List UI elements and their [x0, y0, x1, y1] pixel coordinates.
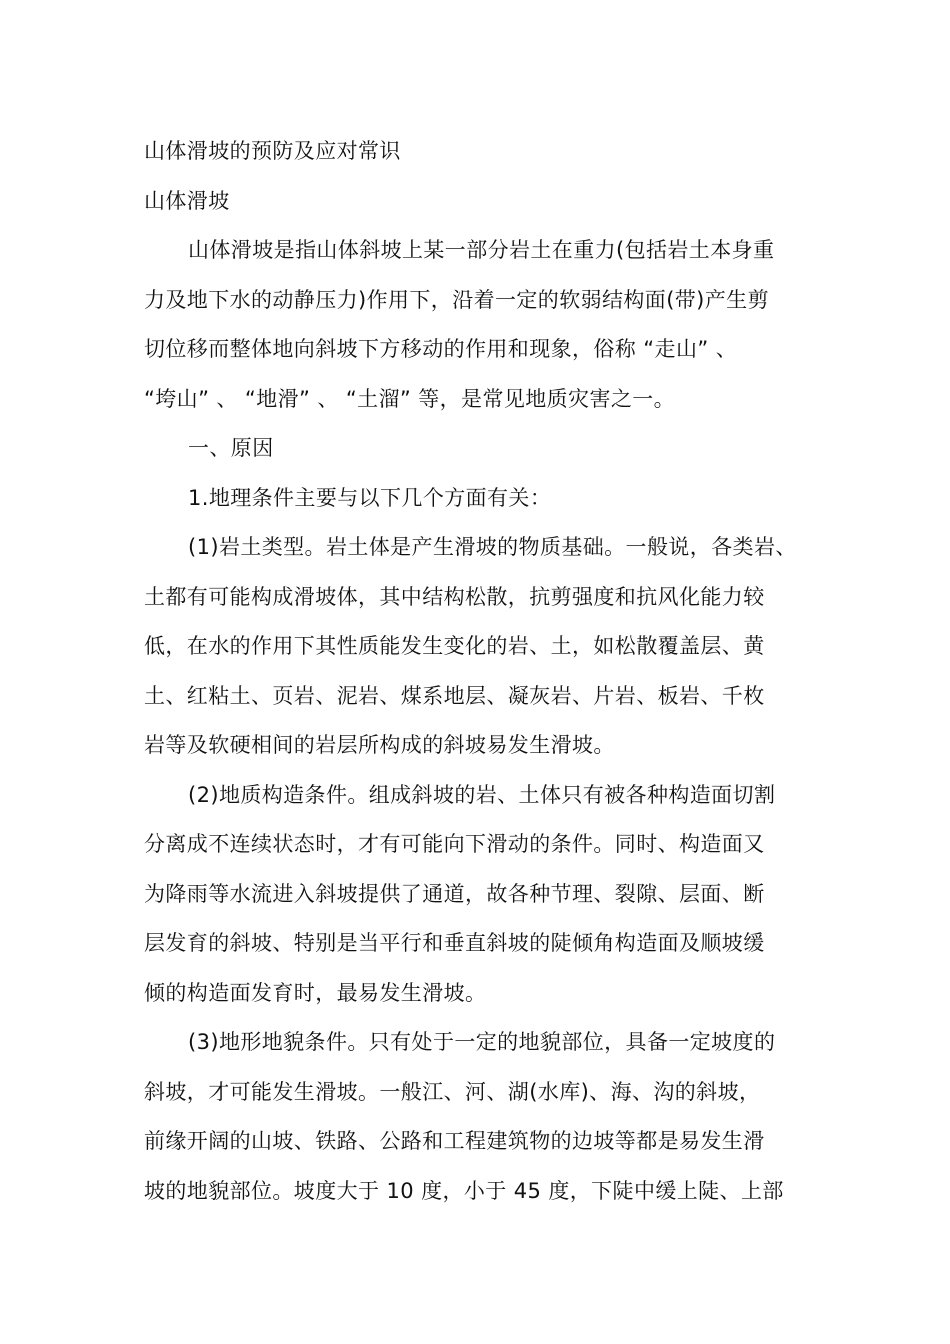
paragraph-line: 前缘开阔的山坡、铁路、公路和工程建筑物的边坡等都是易发生滑 — [144, 1129, 765, 1153]
document-body — [144, 127, 810, 1216]
paragraph-line: 土都有可能构成滑坡体，其中结构松散，抗剪强度和抗风化能力较 — [144, 584, 765, 609]
paragraph-line: 切位移而整体地向斜坡下方移动的作用和现象，俗称 “走山” 、 — [144, 337, 738, 361]
subsection-heading: 1.地理条件主要与以下几个方面有关： — [188, 485, 552, 510]
paragraph-line: (3)地形地貌条件。只有处于一定的地貌部位，具备一定坡度的 — [188, 1030, 776, 1054]
paragraph-line: (1)岩土类型。岩土体是产生滑坡的物质基础。一般说，各类岩、 — [188, 535, 797, 559]
document-subtitle: 山体滑坡 — [144, 188, 230, 213]
paragraph-line: 力及地下水的动静压力)作用下，沿着一定的软弱结构面(带)产生剪 — [144, 287, 769, 312]
paragraph-terrain — [144, 1018, 810, 1216]
section-heading: 一、原因 — [188, 436, 274, 460]
paragraph-geo-structure — [144, 771, 810, 1019]
paragraph-line: (2)地质构造条件。组成斜坡的岩、土体只有被各种构造面切割 — [188, 782, 776, 807]
paragraph-line: 低，在水的作用下其性质能发生变化的岩、土，如松散覆盖层、黄 — [144, 634, 765, 658]
paragraph-line: “垮山” 、 “地滑” 、 “土溜” 等，是常见地质灾害之一。 — [144, 386, 676, 411]
paragraph-line: 土、红粘土、页岩、泥岩、煤系地层、凝灰岩、片岩、板岩、千枚 — [144, 683, 765, 708]
paragraph-line: 为降雨等水流进入斜坡提供了通道，故各种节理、裂隙、层面、断 — [144, 881, 765, 906]
paragraph-intro — [144, 226, 810, 424]
document-title: 山体滑坡的预防及应对常识 — [144, 139, 401, 163]
paragraph-line: 分离成不连续状态时，才有可能向下滑动的条件。同时、构造面又 — [144, 832, 765, 856]
paragraph-line: 坡的地貌部位。坡度大于 10 度，小于 45 度，下陡中缓上陡、上部 — [144, 1178, 784, 1203]
subsection-heading-geo — [144, 474, 810, 524]
paragraph-line: 层发育的斜坡、特别是当平行和垂直斜坡的陡倾角构造面及顺坡缓 — [144, 931, 765, 955]
paragraph-line: 岩等及软硬相间的岩层所构成的斜坡易发生滑坡。 — [144, 733, 615, 757]
paragraph-line: 斜坡，才可能发生滑坡。一般江、河、湖(水库)、海、沟的斜坡， — [144, 1079, 761, 1104]
paragraph-line: 山体滑坡是指山体斜坡上某一部分岩土在重力(包括岩土本身重 — [188, 238, 775, 262]
section-heading-causes — [144, 424, 810, 474]
paragraph-line: 倾的构造面发育时，最易发生滑坡。 — [144, 980, 487, 1005]
paragraph-rock-soil-type — [144, 523, 810, 771]
